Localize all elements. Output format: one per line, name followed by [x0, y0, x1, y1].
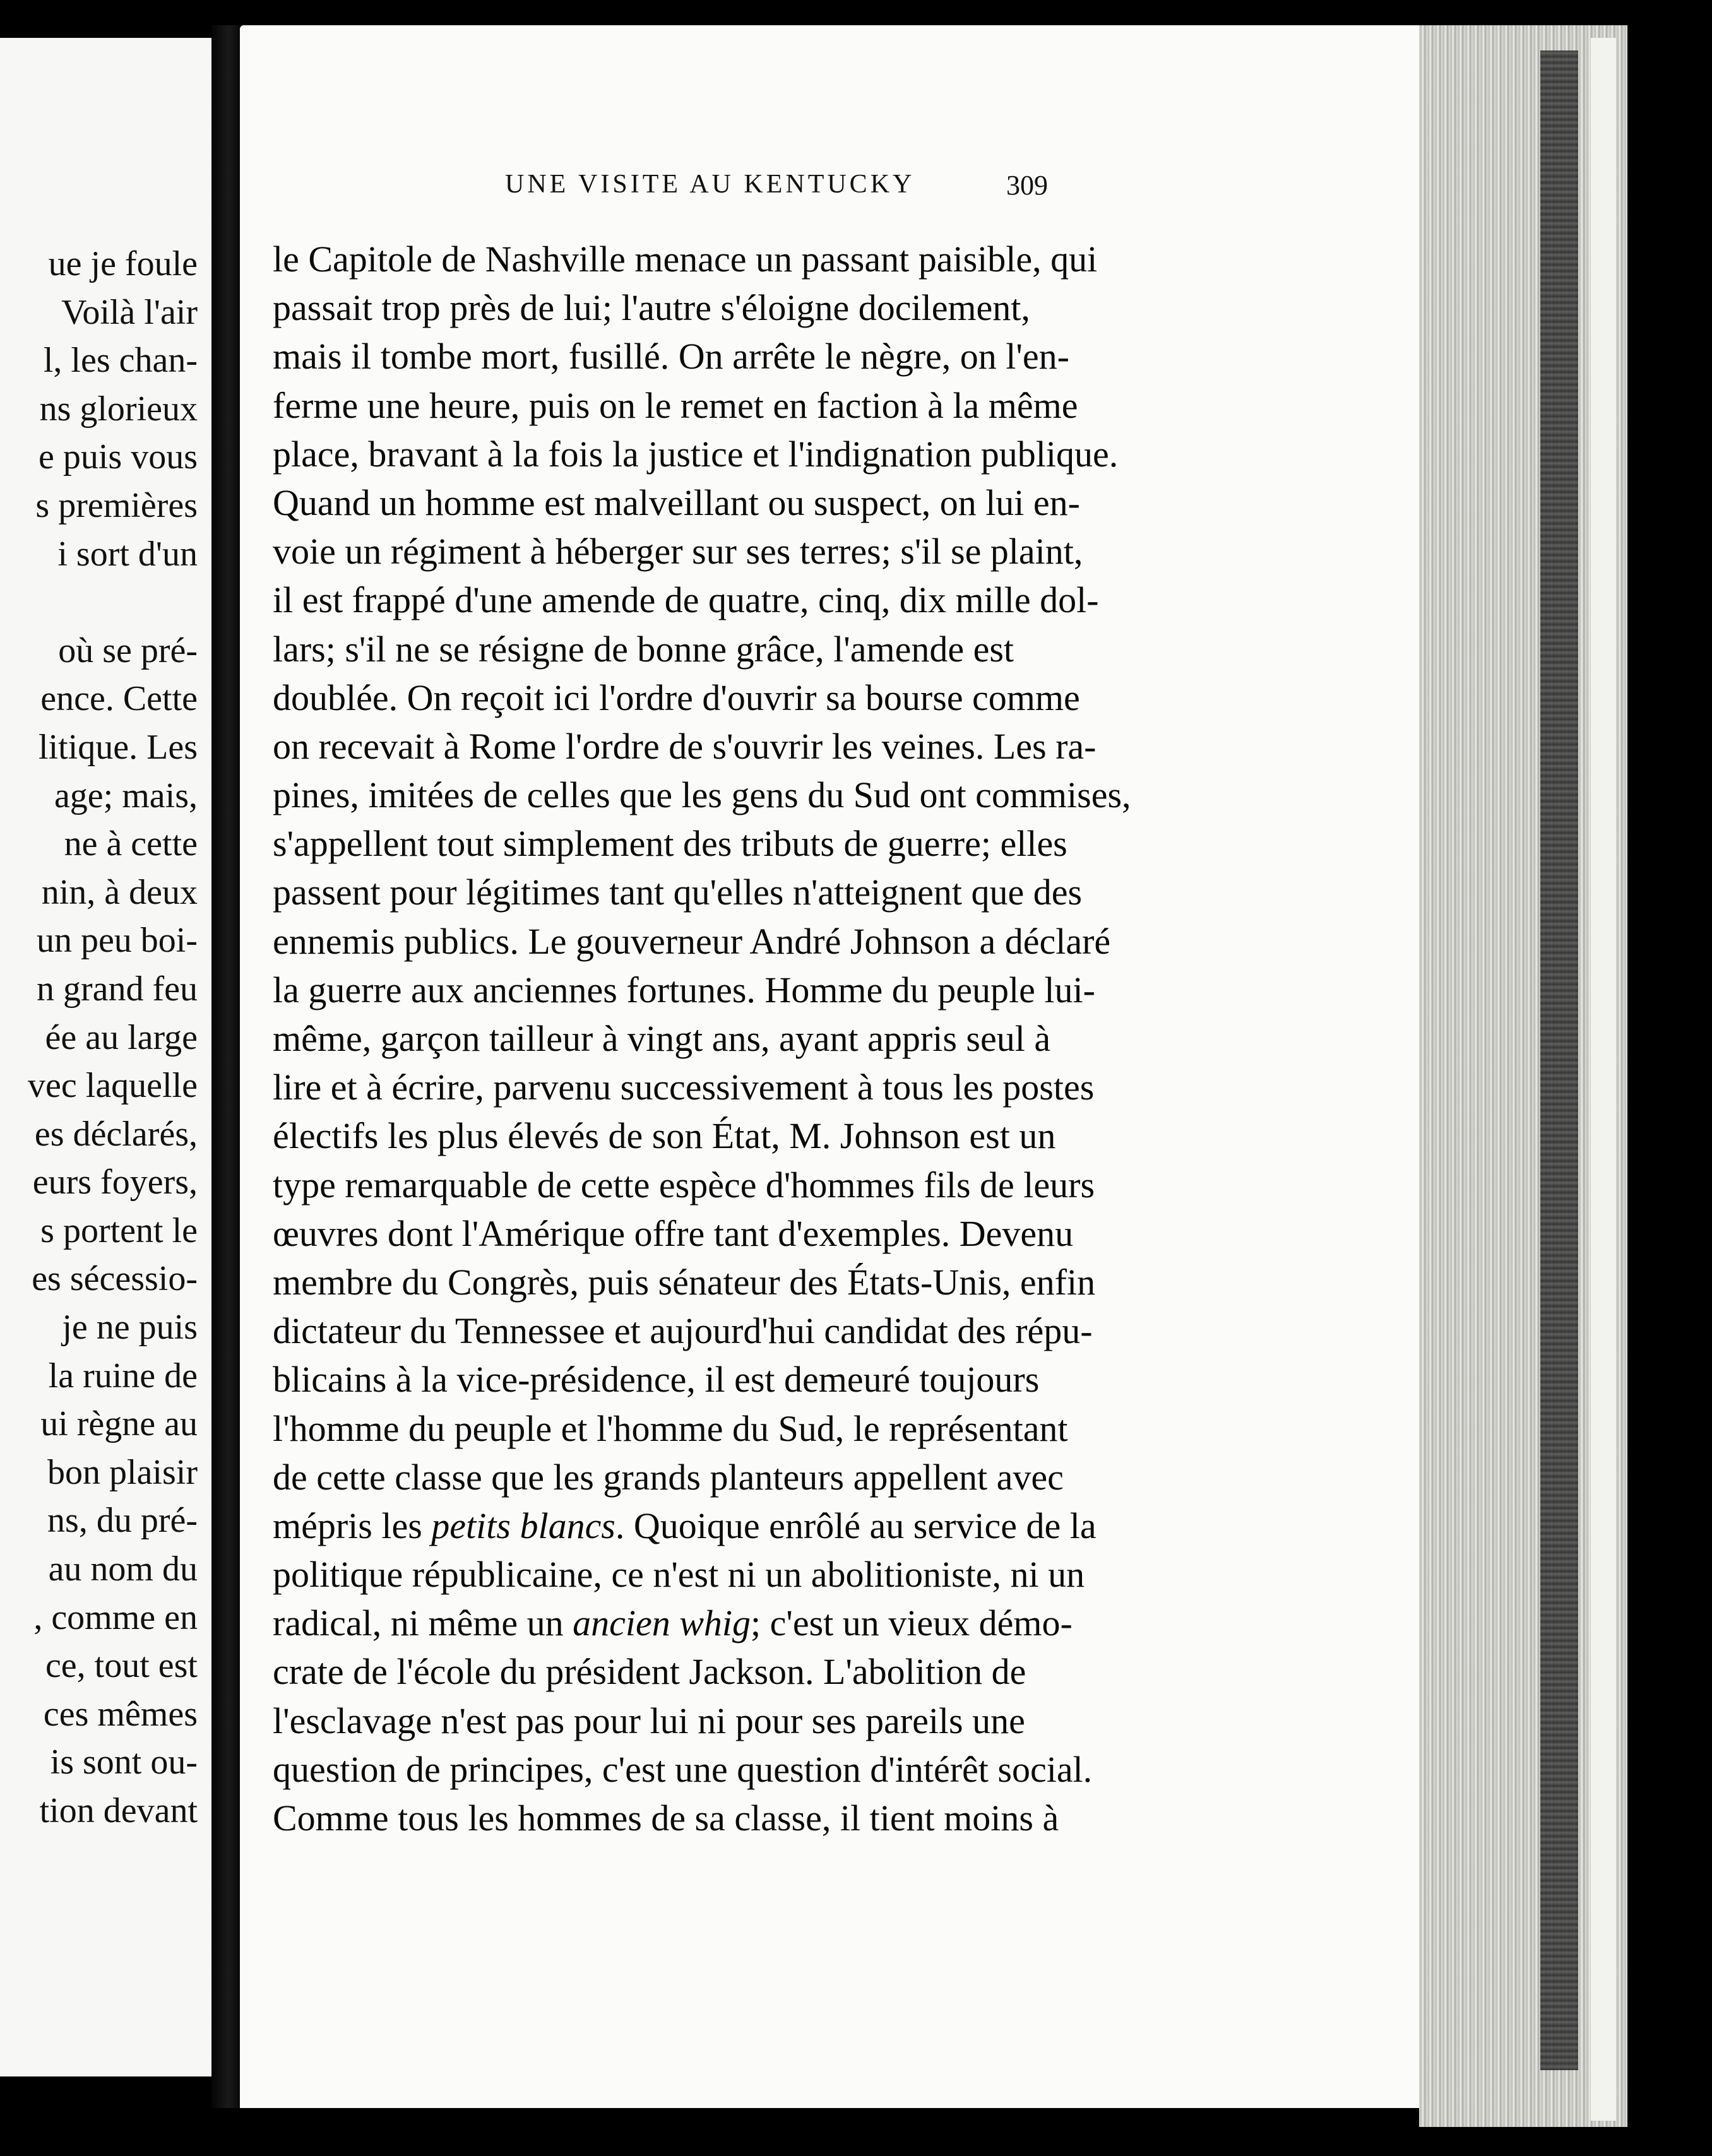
left-page-line [0, 578, 198, 627]
text-line: doublée. On reçoit ici l'ordre d'ouvrir sa bourse comme [273, 677, 1080, 718]
text-line: mais il tombe mort, fusillé. On arrête le nègre, on l'en- [273, 336, 1069, 377]
left-page-line: ne à cette [64, 824, 198, 864]
left-page-line: eurs foyers, [32, 1163, 198, 1202]
running-title: UNE VISITE AU KENTUCKY [505, 170, 915, 199]
text-line: lire et à écrire, parvenu successivement à tous les postes [273, 1067, 1095, 1108]
left-page-line: es déclarés, [34, 1114, 198, 1154]
text-line: place, bravant à la fois la justice et l'indignation publique. [273, 433, 1119, 475]
left-page-line: tion devant [39, 1791, 198, 1830]
left-page-line: ée au large [45, 1017, 198, 1057]
text-line: Comme tous les hommes de sa classe, il tient moins à [273, 1798, 1059, 1839]
left-page-line: où se pré- [58, 631, 198, 670]
left-page-line: ue je foule [48, 244, 198, 283]
left-page-line: nin, à deux [41, 872, 198, 912]
text-line: blicains à la vice-présidence, il est demeuré toujours [273, 1359, 1040, 1401]
left-page-line: ce, tout est [45, 1646, 198, 1686]
left-page-line: la ruine de [48, 1356, 198, 1395]
running-head [278, 165, 1048, 210]
text-line: crate de l'école du président Jackson. L'abolition de [273, 1651, 1026, 1693]
text-line: politique républicaine, ce n'est ni un abolitioniste, ni un [273, 1554, 1085, 1596]
text-line: lars; s'il ne se résigne de bonne grâce, l'amende est [273, 628, 1014, 670]
text-line: passent pour légitimes tant qu'elles n'atteignent que des [273, 872, 1083, 913]
text-line: l'homme du peuple et l'homme du Sud, le représentant [273, 1407, 1068, 1449]
page-number: 309 [1006, 170, 1048, 201]
text-line: passait trop près de lui; l'autre s'éloigne docilement, [273, 287, 1030, 329]
text-line: type remarquable de cette espèce d'hommes fils de leurs [273, 1164, 1095, 1205]
left-page-line: au nom du [48, 1549, 198, 1589]
text-segment: mépris les [273, 1505, 432, 1546]
text-line: membre du Congrès, puis sénateur des États-Unis, enfin [273, 1261, 1096, 1303]
left-page-line: es sécessio- [32, 1259, 198, 1299]
left-page-line: l, les chan- [43, 341, 198, 381]
text-segment: . Quoique enrôlé au service de la [615, 1505, 1097, 1546]
text-segment: radical, ni même un [273, 1602, 573, 1644]
body-text [273, 235, 1220, 1842]
left-page-line: i sort d'un [57, 534, 198, 574]
text-line: pines, imitées de celles que les gens du Sud ont commises, [273, 774, 1131, 816]
text-line: même, garçon tailleur à vingt ans, ayant appris seul à [273, 1018, 1051, 1059]
italic-phrase: petits blancs [431, 1505, 615, 1546]
text-segment: ; c'est un vieux démo- [751, 1602, 1073, 1644]
left-page-text [0, 240, 198, 1835]
left-page-line: age; mais, [54, 776, 198, 815]
text-line: la guerre aux anciennes fortunes. Homme du peuple lui- [273, 969, 1095, 1010]
left-page-line: ns glorieux [39, 389, 198, 429]
left-page-line: ces mêmes [43, 1694, 198, 1734]
left-facing-page [0, 38, 211, 2076]
left-page-line: ence. Cette [40, 679, 198, 719]
text-line: l'esclavage n'est pas pour lui ni pour ses pareils une [273, 1700, 1025, 1741]
text-line: ennemis publics. Le gouverneur André Johnson a déclaré [273, 920, 1111, 962]
text-line: dictateur du Tennessee et aujourd'hui candidat des répu- [273, 1310, 1093, 1352]
text-line: voie un régiment à héberger sur ses terres; s'il se plaint, [273, 531, 1083, 572]
text-line: on recevait à Rome l'ordre de s'ouvrir les veines. Les ra- [273, 725, 1097, 767]
text-line [273, 1502, 1220, 1550]
left-page-line: bon plaisir [47, 1452, 198, 1492]
left-page-line: ns, du pré- [47, 1501, 198, 1541]
text-line: Quand un homme est malveillant ou suspect, on lui en- [273, 482, 1080, 523]
left-page-line: litique. Les [39, 727, 198, 767]
left-page-line: ui règne au [40, 1404, 198, 1444]
text-line: le Capitole de Nashville menace un passant paisible, qui [273, 239, 1098, 280]
italic-phrase: ancien whig [573, 1602, 751, 1644]
left-page-line: s portent le [40, 1211, 198, 1250]
text-line: de cette classe que les grands planteurs appellent avec [273, 1456, 1064, 1498]
left-page-line: un peu boi- [36, 921, 198, 961]
text-line: s'appellent tout simplement des tributs de guerre; elles [273, 823, 1067, 865]
page-edges-shadow [1540, 50, 1578, 2070]
page-edges-outer [1591, 38, 1616, 2121]
left-page-line: s premières [35, 485, 198, 525]
text-line: ferme une heure, puis on le remet en faction à la même [273, 384, 1078, 426]
text-line: question de principes, c'est une question d'intérêt social. [273, 1748, 1093, 1790]
left-page-line: vec laquelle [28, 1066, 198, 1106]
text-line: il est frappé d'une amende de quatre, cinq, dix mille dol- [273, 579, 1099, 621]
left-page-line: is sont ou- [50, 1743, 198, 1782]
left-page-line: Voilà l'air [61, 292, 198, 332]
left-page-line: je ne puis [62, 1308, 198, 1348]
text-line: électifs les plus élevés de son État, M. Johnson est un [273, 1115, 1056, 1157]
left-page-line: n grand feu [36, 969, 198, 1009]
text-line: œuvres dont l'Amérique offre tant d'exemples. Devenu [273, 1212, 1074, 1254]
left-page-line: , comme en [33, 1597, 198, 1637]
book-gutter [211, 25, 240, 2108]
text-line [273, 1599, 1220, 1647]
left-page-line: e puis vous [39, 437, 198, 477]
